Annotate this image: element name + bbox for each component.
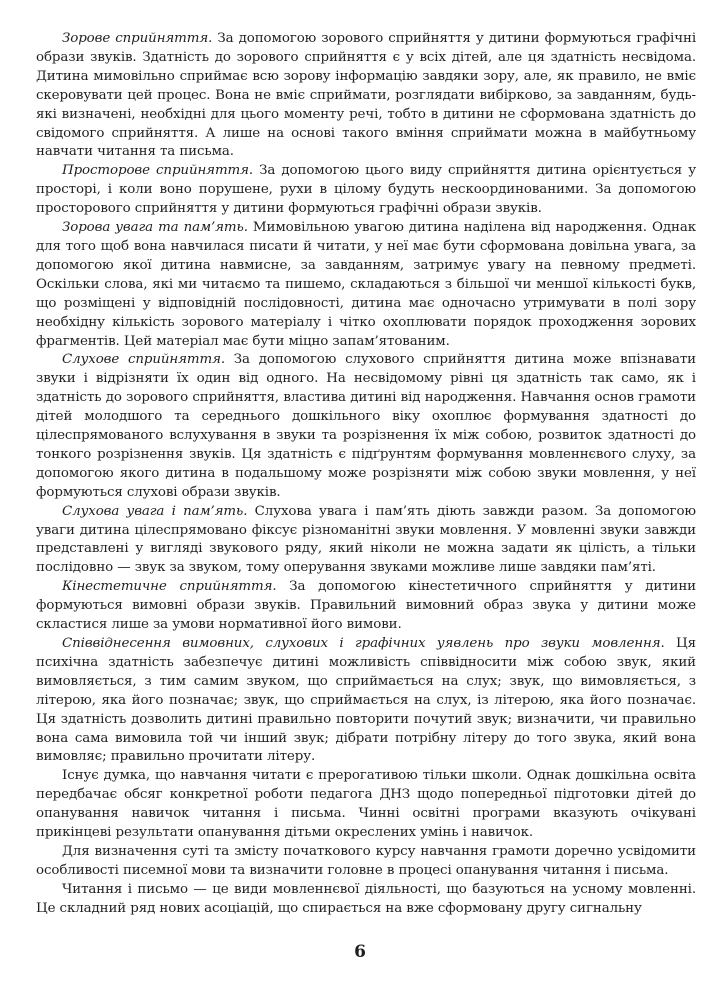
- term-kinesthetic-perception: Кінестетичне сприйняття.: [62, 579, 277, 595]
- term-spatial-perception: Просторове сприйняття.: [62, 163, 254, 179]
- term-visual-perception: Зорове сприйняття.: [62, 31, 213, 46]
- paragraph-literacy-course: [36, 843, 696, 881]
- text-correlation: Ця психічна здатність забезпечує дитині можливість співвідносити між собою звук, який вимовляється, з тим самим звуком, що сприймається на слух; звук, що вимовляється, з літерою, яка його позначає; звук, що сприймається на слух, із літерою, яка його позначає. Ця здатність дозволить дитині правильно повторити почутий звук; визначити, чи правильно вона сама вимовила той чи інший звук; дібрати потрібну літеру до того звука, який вона вимовляє; правильно прочитати літеру.: [36, 636, 696, 765]
- text-reading-writing: Читання і письмо — це види мовленнєвої діяльності, що базуються на усному мовленні. Це складний ряд нових асоціацій, що спирається на вже сформовану другу сигнальну: [36, 881, 696, 916]
- paragraph-reading-writing: [36, 881, 696, 919]
- paragraph-visual-perception: [36, 30, 696, 162]
- text-visual-perception: За допомогою зорового сприйняття у дитини формуються графічні образи звуків. Здатність до зорового сприйняття є у всіх дітей, але ця здатність несвідома. Дитина мимовільно сприймає всю зорову інформацію завдяки зору, але, як правило, не вміє скеровувати цей процес. Вона не вміє сприймати, розглядати вибірково, за завданням, будь-які визначені, необхідні для цього моменту речі, тобто в дитини не сформована здатність до свідомого сприйняття. А лише на основі такого вміння сприймати можна в майбутньому навчати читання та письма.: [36, 31, 696, 160]
- text-reading-prerogative: Існує думка, що навчання читати є прерогативою тільки школи. Однак дошкільна освіта передбачає обсяг конкретної роботи педагога ДНЗ щодо попередньої підготовки дітей до опанування навичок читання і письма. Чинні освітні програми вказують очікувані прикінцеві результати опанування дітьми окреслених умінь і навичок.: [36, 768, 696, 841]
- term-visual-attention-memory: Зорова увага та пам’ять.: [62, 220, 248, 236]
- page-number: 6: [354, 942, 366, 962]
- paragraph-reading-prerogative: [36, 767, 696, 843]
- page-body: [36, 30, 696, 919]
- text-kinesthetic-perception: За допомогою кінестетичного сприйняття у дитини формуються вимовні образи звуків. Правильний вимовний образ звука у дитини може скластися лише за умови нормативної його вимови.: [36, 579, 696, 633]
- paragraph-visual-attention-memory: [36, 219, 696, 351]
- term-correlation: Співвіднесення вимовних, слухових і графічних уявлень про звуки мовлення.: [62, 636, 665, 651]
- paragraph-kinesthetic-perception: [36, 578, 696, 635]
- text-auditory-attention-memory: Слухова увага і пам’ять діють завжди разом. За допомогою уваги дитина цілеспрямовано фіксує різноманітні звуки мовлення. У мовленні звуки завжди представлені у вигляді звукового ряду, який ніколи не можна задати як цілість, а тільки послідовно — звук за звуком, тому оперування звуками можливе лише завдяки пам’яті.: [36, 503, 696, 576]
- paragraph-auditory-perception: [36, 351, 696, 502]
- text-visual-attention-memory: Мимовільною увагою дитина наділена від народження. Однак для того щоб вона навчилася писати й читати, у неї має бути сформована довільна увага, за допомогою якої дитина навмисне, за завданням, затримує увагу на певному предметі. Оскільки слова, які ми читаємо та пишемо, складаються з більшої чи меншої кількості букв, що розміщені у відповідній послідовності, дитина має одночасно утримувати в полі зору необхідну кількість зорового матеріалу і чітко охоплювати порядок проходження зорових фрагментів. Цей матеріал має бути міцно запам’ятованим.: [36, 220, 696, 349]
- paragraph-correlation: [36, 635, 696, 767]
- text-spatial-perception: За допомогою цього виду сприйняття дитина орієнтується у просторі, і коли воно порушене, рухи в цілому будуть нескоординованими. За допомогою просторового сприйняття у дитини формуються графічні образи звуків.: [36, 163, 696, 217]
- text-literacy-course: Для визначення суті та змісту початкового курсу навчання грамоти доречно усвідомити особливості писемної мови та визначити головне в процесі опанування читання і письма.: [36, 843, 696, 878]
- term-auditory-perception: Слухове сприйняття.: [62, 352, 226, 368]
- text-auditory-perception: За допомогою слухового сприйняття дитина може впізнавати звуки і відрізняти їх один від одного. На несвідомому рівні ця здатність так само, як і здатність до зорового сприйняття, властива дитині від народження. Навчання основ грамоти дітей молодшого та середнього дошкільного віку охоплює формування здатності до цілеспрямованого вслухування в звуки та розрізнення їх між собою, розвиток здатності до тонкого розрізнення звуків. Ця здатність є підґрунтям формування мовленнєвого слуху, за допомогою якого дитина в подальшому може розрізняти між собою звуки мовлення, у неї формуються слухові образи звуків.: [36, 352, 696, 500]
- paragraph-spatial-perception: [36, 162, 696, 219]
- term-auditory-attention-memory: Слухова увага і пам’ять.: [62, 503, 248, 519]
- paragraph-auditory-attention-memory: [36, 503, 696, 579]
